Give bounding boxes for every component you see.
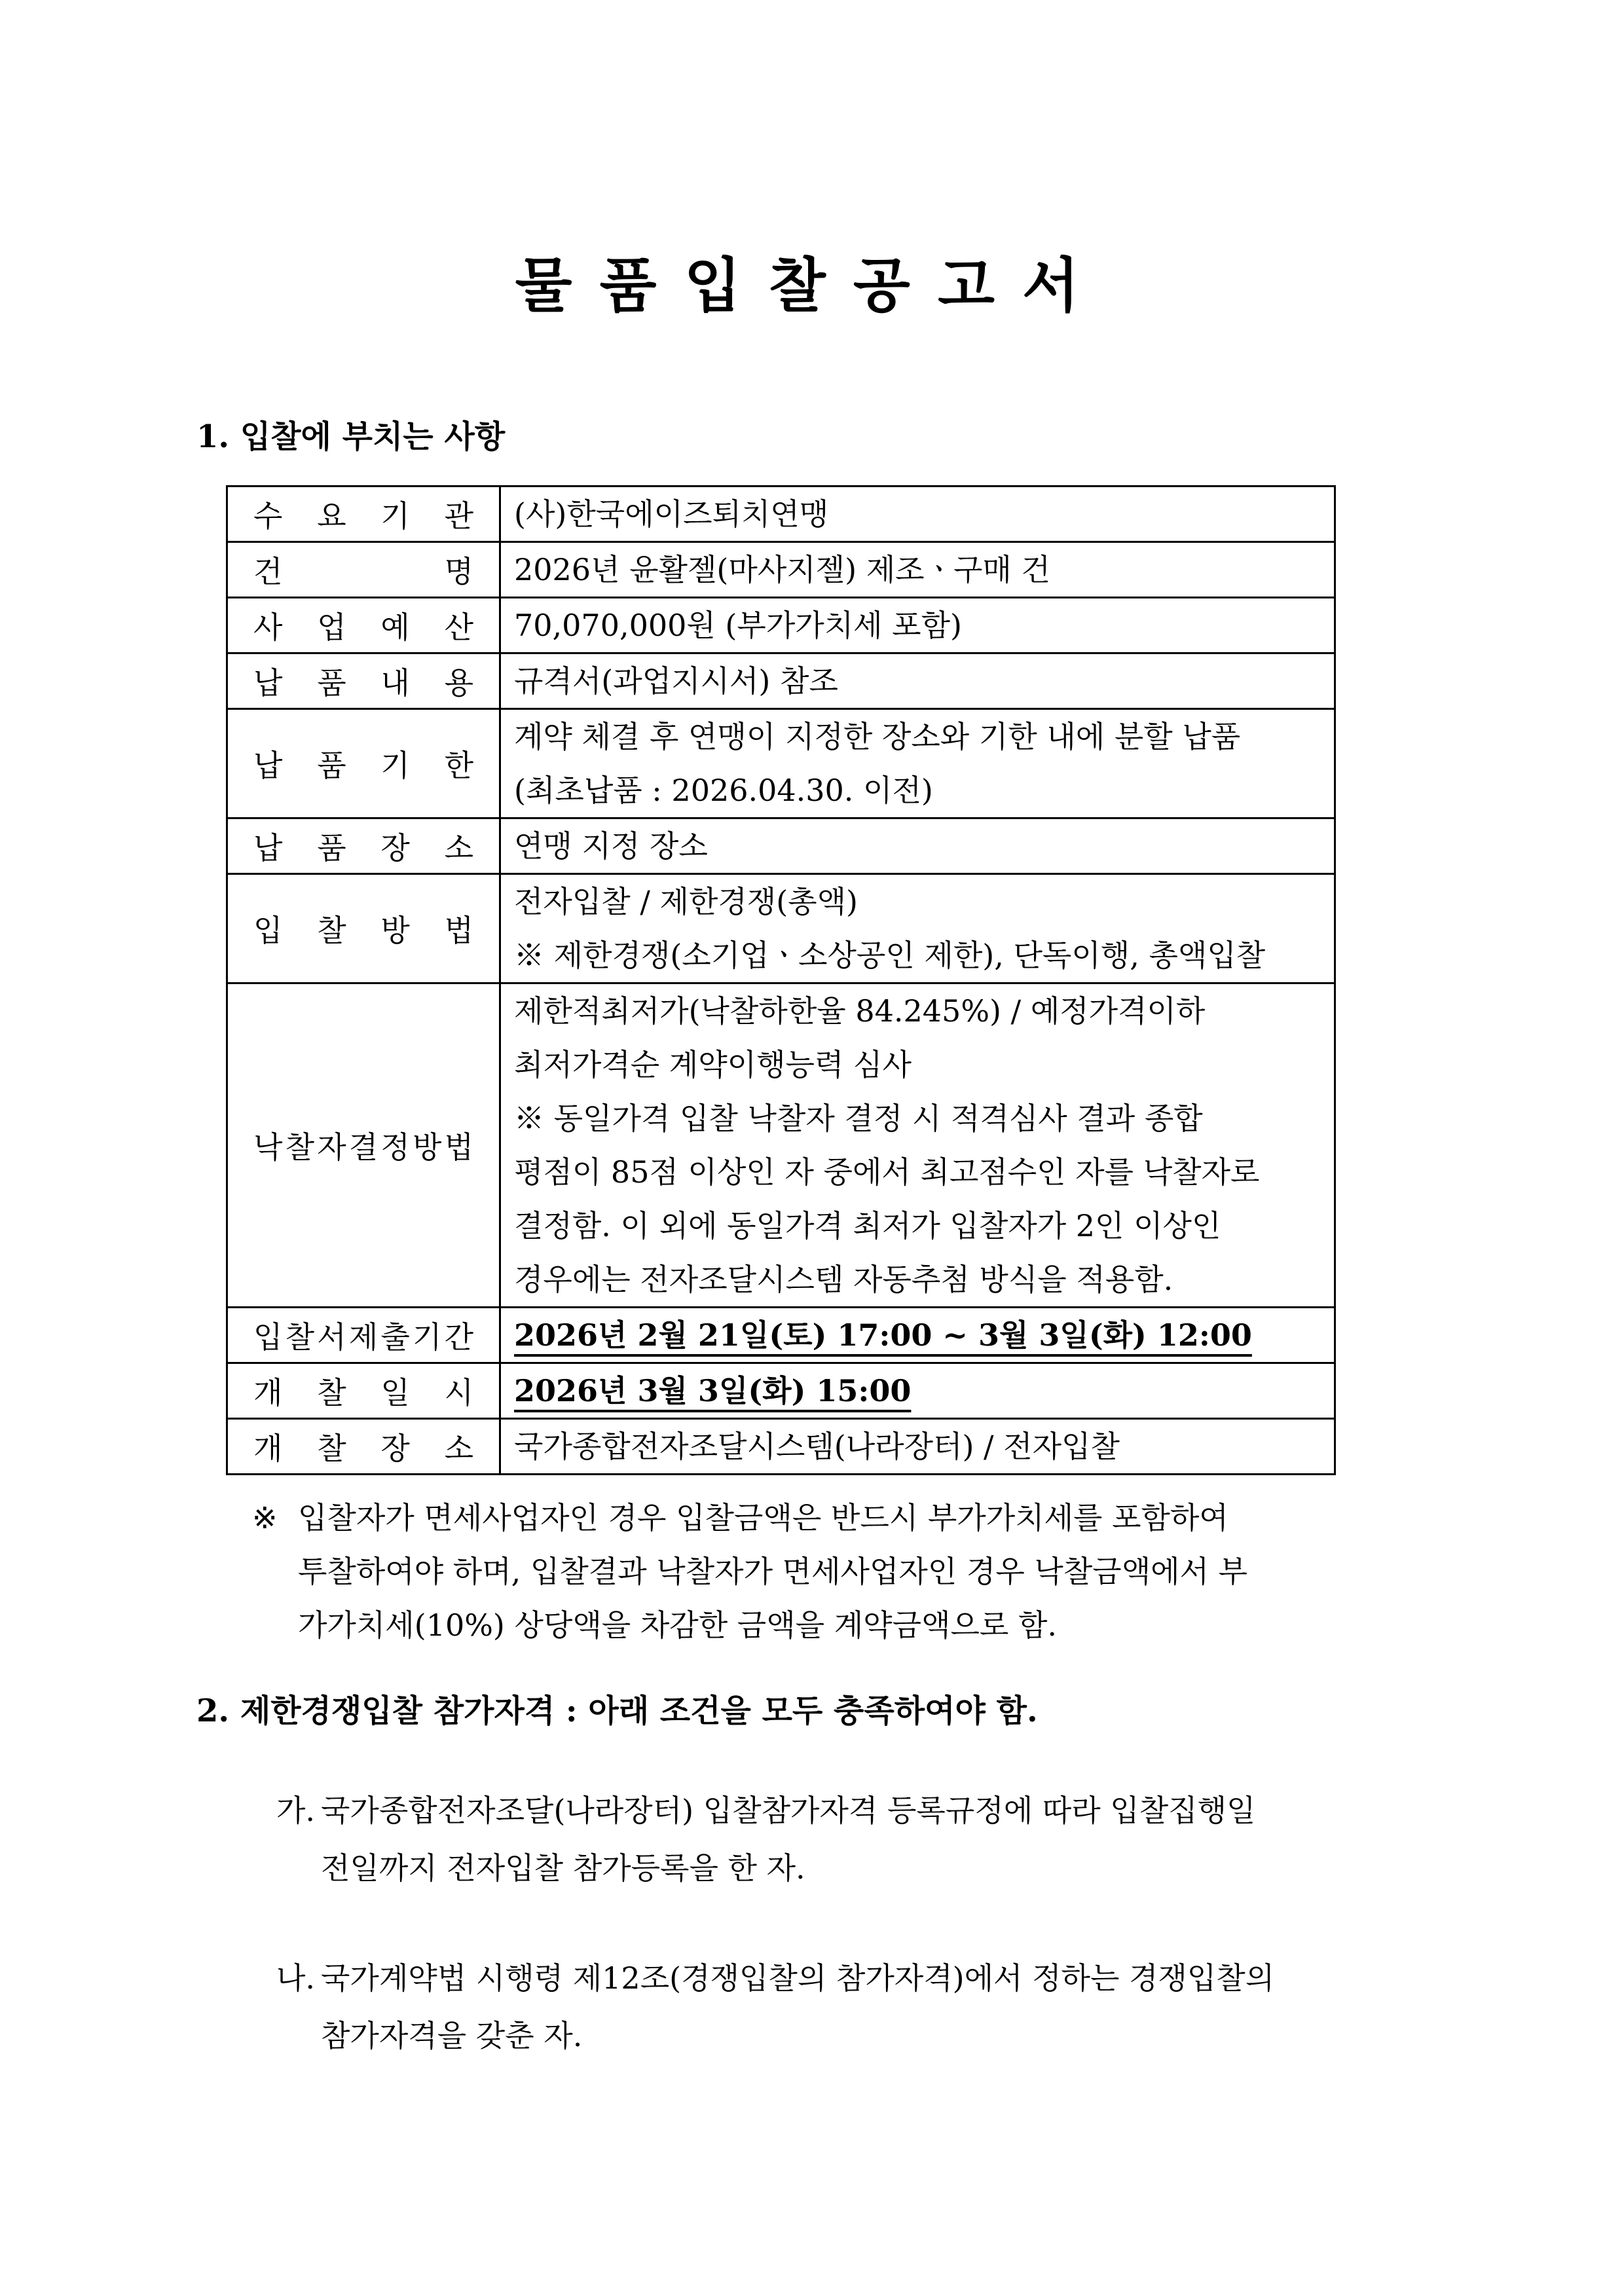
row-value bbox=[500, 1418, 1335, 1474]
row-label-text: 개 찰 장 소 bbox=[253, 1430, 473, 1466]
row-value bbox=[500, 818, 1335, 873]
table-row-delivery-content bbox=[227, 653, 1335, 708]
table-row-bid-opening-place bbox=[227, 1418, 1335, 1474]
table-row-bid-method bbox=[227, 873, 1335, 983]
value-line: 연맹 지정 장소 bbox=[514, 828, 708, 864]
row-value bbox=[500, 983, 1335, 1307]
row-value bbox=[500, 653, 1335, 708]
item-marker: 가. bbox=[276, 1792, 316, 1828]
row-value bbox=[500, 1363, 1335, 1418]
row-value bbox=[500, 873, 1335, 983]
value-line: 평점이 85점 이상인 자 중에서 최고점수인 자를 낙찰자로 bbox=[514, 1154, 1260, 1190]
row-value bbox=[500, 708, 1335, 818]
value-line: 최저가격순 계약이행능력 심사 bbox=[514, 1046, 912, 1082]
table-row-project-name bbox=[227, 542, 1335, 597]
table-row-demand-agency bbox=[227, 486, 1335, 542]
item-marker: 나. bbox=[276, 1960, 316, 1996]
page-title: 물 품 입 찰 공 고 서 bbox=[515, 251, 1083, 320]
row-label-text: 납 품 내 용 bbox=[253, 665, 473, 701]
item-line: 전일까지 전자입찰 참가등록을 한 자. bbox=[321, 1850, 805, 1886]
section-1-heading: 1. 입찰에 부치는 사항 bbox=[196, 418, 506, 455]
row-label bbox=[227, 542, 500, 597]
row-label bbox=[227, 486, 500, 542]
value-line: (사)한국에이즈퇴치연맹 bbox=[514, 496, 829, 532]
value-line: 2026년 3월 3일(화) 15:00 bbox=[514, 1372, 912, 1408]
row-label bbox=[227, 873, 500, 983]
value-line: 결정함. 이 외에 동일가격 최저가 입찰자가 2인 이상인 bbox=[514, 1207, 1221, 1243]
row-label bbox=[227, 1363, 500, 1418]
table-row-winner-determination bbox=[227, 983, 1335, 1307]
row-label-text: 입 찰 방 법 bbox=[253, 912, 473, 948]
row-value bbox=[500, 597, 1335, 653]
value-line: 규격서(과업지시서) 참조 bbox=[514, 663, 838, 699]
row-value bbox=[500, 542, 1335, 597]
row-value bbox=[500, 486, 1335, 542]
row-label bbox=[227, 818, 500, 873]
item-line: 국가계약법 시행령 제12조(경쟁입찰의 참가자격)에서 정하는 경쟁입찰의 bbox=[321, 1960, 1275, 1996]
qualification-item-na bbox=[276, 1949, 1401, 2065]
row-label-text: 납 품 장 소 bbox=[253, 830, 473, 866]
tax-note bbox=[252, 1491, 1401, 1652]
value-line: 경우에는 전자조달시스템 자동추첨 방식을 적용함. bbox=[514, 1261, 1173, 1297]
value-line: ※ 제한경쟁(소기업ㆍ소상공인 제한), 단독이행, 총액입찰 bbox=[514, 937, 1266, 973]
item-line: 국가종합전자조달(나라장터) 입찰참가자격 등록규정에 따라 입찰집행일 bbox=[321, 1792, 1256, 1828]
note-marker: ※ bbox=[252, 1499, 278, 1535]
value-line: 2026년 윤활젤(마사지젤) 제조ㆍ구매 건 bbox=[514, 551, 1050, 587]
table-row-delivery-place bbox=[227, 818, 1335, 873]
row-label-text: 사 업 예 산 bbox=[253, 609, 473, 645]
value-line: 70,070,000원 (부가가치세 포함) bbox=[514, 607, 963, 643]
note-lines bbox=[298, 1491, 1247, 1652]
row-label bbox=[227, 1418, 500, 1474]
value-line: 전자입찰 / 제한경쟁(총액) bbox=[514, 883, 858, 919]
row-label bbox=[227, 597, 500, 653]
item-line: 참가자격을 갖춘 자. bbox=[321, 2017, 583, 2053]
value-line: 국가종합전자조달시스템(나라장터) / 전자입찰 bbox=[514, 1428, 1120, 1464]
table-row-bid-submission-period bbox=[227, 1307, 1335, 1363]
value-line: ※ 동일가격 입찰 낙찰자 결정 시 적격심사 결과 종합 bbox=[514, 1100, 1203, 1136]
row-value bbox=[500, 1307, 1335, 1363]
row-label-text: 납 품 기 한 bbox=[253, 747, 473, 783]
row-label bbox=[227, 653, 500, 708]
value-line: 계약 체결 후 연맹이 지정한 장소와 기한 내에 분할 납품 bbox=[514, 718, 1241, 754]
section-2-heading: 2. 제한경쟁입찰 참가자격 : 아래 조건을 모두 충족하여야 함. bbox=[196, 1692, 1038, 1729]
row-label bbox=[227, 708, 500, 818]
note-line: 투찰하여야 하며, 입찰결과 낙찰자가 면세사업자인 경우 낙찰금액에서 부 bbox=[298, 1553, 1248, 1589]
row-label-text: 낙 찰 자 결 정 방 법 bbox=[253, 1129, 473, 1165]
item-lines bbox=[321, 1782, 1255, 1897]
table-row-delivery-deadline bbox=[227, 708, 1335, 818]
note-line: 가가치세(10%) 상당액을 차감한 금액을 계약금액으로 함. bbox=[298, 1607, 1058, 1643]
note-line: 입찰자가 면세사업자인 경우 입찰금액은 반드시 부가가치세를 포함하여 bbox=[298, 1499, 1228, 1535]
qualification-item-ga bbox=[276, 1782, 1401, 1897]
table-row-bid-opening-datetime bbox=[227, 1363, 1335, 1418]
row-label-text: 입 찰 서 제 출 기 간 bbox=[253, 1319, 473, 1355]
row-label bbox=[227, 983, 500, 1307]
value-line: 2026년 2월 21일(토) 17:00 ~ 3월 3일(화) 12:00 bbox=[514, 1317, 1252, 1353]
bid-info-table bbox=[226, 485, 1336, 1475]
row-label-text: 개 찰 일 시 bbox=[253, 1374, 473, 1410]
row-label-text: 건 명 bbox=[253, 553, 473, 589]
value-line: (최초납품 : 2026.04.30. 이전) bbox=[514, 772, 933, 808]
table-row-budget bbox=[227, 597, 1335, 653]
row-label bbox=[227, 1307, 500, 1363]
row-label-text: 수 요 기 관 bbox=[253, 498, 473, 534]
item-lines bbox=[321, 1949, 1274, 2065]
value-line: 제한적최저가(낙찰하한율 84.245%) / 예정가격이하 bbox=[514, 993, 1206, 1029]
